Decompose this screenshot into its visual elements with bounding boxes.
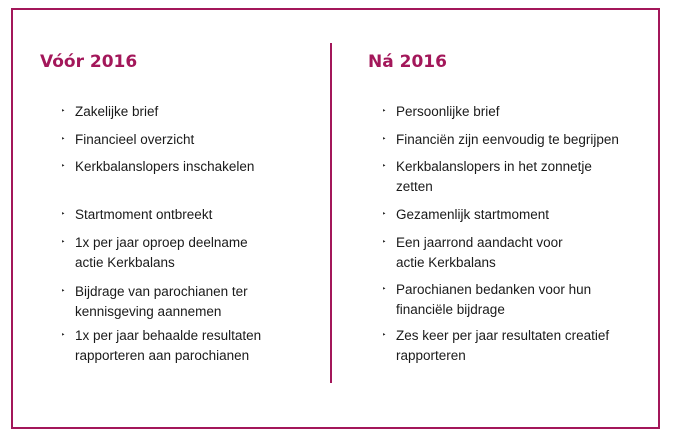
- bullet-icon: ‣: [382, 332, 387, 339]
- list-item-line: Gezamenlijk startmoment: [396, 207, 550, 222]
- list-item: [75, 205, 212, 225]
- list-item-line: Financieel overzicht: [75, 132, 195, 147]
- list-item: [396, 130, 619, 150]
- list-item-line: actie Kerkbalans: [75, 255, 175, 270]
- bullet-icon: ‣: [382, 136, 387, 143]
- list-item-line: Financiën zijn eenvoudig te begrijpen: [396, 132, 619, 147]
- list-item-line: 1x per jaar oproep deelname: [75, 235, 248, 250]
- list-item: [396, 280, 591, 320]
- bullet-icon: ‣: [61, 163, 66, 170]
- list-item-line: rapporteren: [396, 348, 466, 363]
- list-item: [396, 326, 609, 366]
- list-item-line: Kerkbalanslopers inschakelen: [75, 159, 255, 174]
- bullet-icon: ‣: [61, 332, 66, 339]
- list-item: [75, 326, 261, 366]
- list-item: [75, 282, 248, 322]
- list-item: [75, 130, 194, 150]
- column-divider: [330, 43, 332, 383]
- list-item-line: actie Kerkbalans: [396, 255, 496, 270]
- list-item: [396, 157, 592, 197]
- list-item-line: Bijdrage van parochianen ter: [75, 284, 248, 299]
- bullet-icon: ‣: [382, 108, 387, 115]
- bullet-icon: ‣: [382, 239, 387, 246]
- list-item-line: rapporteren aan parochianen: [75, 348, 250, 363]
- list-item: [75, 157, 254, 177]
- bullet-icon: ‣: [61, 136, 66, 143]
- list-item-line: kennisgeving aannemen: [75, 304, 222, 319]
- list-item: [75, 102, 158, 122]
- bullet-icon: ‣: [61, 211, 66, 218]
- bullet-icon: ‣: [61, 288, 66, 295]
- list-item-line: Persoonlijke brief: [396, 104, 500, 119]
- list-item-line: Een jaarrond aandacht voor: [396, 235, 563, 250]
- list-item: [75, 233, 248, 273]
- list-item-line: Zes keer per jaar resultaten creatief: [396, 328, 610, 343]
- bullet-icon: ‣: [61, 108, 66, 115]
- list-item-line: Kerkbalanslopers in het zonnetje: [396, 159, 592, 174]
- bullet-icon: ‣: [382, 286, 387, 293]
- list-item-line: financiële bijdrage: [396, 302, 505, 317]
- left-column-heading: Vóór 2016: [40, 52, 138, 72]
- list-item-line: Parochianen bedanken voor hun: [396, 282, 592, 297]
- list-item-line: Startmoment ontbreekt: [75, 207, 213, 222]
- list-item-line: 1x per jaar behaalde resultaten: [75, 328, 262, 343]
- bullet-icon: ‣: [61, 239, 66, 246]
- list-item: [396, 233, 563, 273]
- bullet-icon: ‣: [382, 163, 387, 170]
- list-item: [396, 205, 549, 225]
- bullet-icon: ‣: [382, 211, 387, 218]
- list-item-line: zetten: [396, 179, 433, 194]
- list-item: [396, 102, 500, 122]
- right-column-heading: Ná 2016: [368, 52, 447, 72]
- list-item-line: Zakelijke brief: [75, 104, 159, 119]
